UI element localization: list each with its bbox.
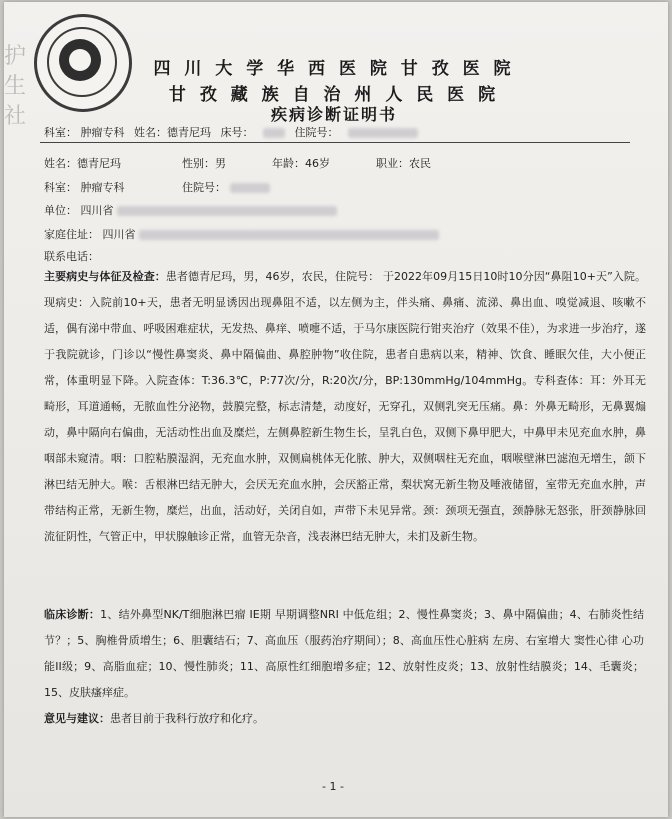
page-number: - 1 - — [322, 780, 344, 793]
patient-job: 职业：农民 — [376, 157, 431, 170]
redaction — [139, 230, 439, 240]
top-admission: 住院号： — [294, 126, 339, 139]
diagnosis-label: 临床诊断： — [44, 608, 101, 621]
patient-phone: 联系电话： — [44, 250, 99, 263]
patient-unit-label: 单位： 四川省 — [44, 204, 114, 217]
top-info-line — [44, 124, 424, 140]
hospital-name-2: 甘 孜 藏 族 自 治 州 人 民 医 院 — [168, 85, 500, 105]
hospital-name-1: 四 川 大 学 华 西 医 院 甘 孜 医 院 — [153, 59, 515, 79]
redaction — [117, 206, 337, 216]
diagnosis-text: 1、结外鼻型NK/T细胞淋巴瘤 IE期 早期调整NRI 中低危组；2、慢性鼻窦炎；3、鼻中隔偏曲；4、右肺炎性结节？；5、胸椎骨质增生；6、胆囊结石；7、高血压（服药治疗期间）；8、高血压性心脏病 左房、右室增大 窦性心律 心功能II级；9、高脂血症；10、慢性肺炎；11、高原性红细胞增多症；12、放射性皮炎；13、放射性结膜炎；14、毛囊炎；15、皮肤瘙痒症。 — [44, 608, 644, 699]
hospital-logo — [34, 14, 132, 112]
redaction — [263, 128, 285, 138]
patient-dept: 科室： 肿瘤专科 — [44, 181, 125, 194]
top-name: 姓名：德青尼玛 — [134, 126, 211, 139]
history-section — [44, 264, 646, 550]
document-title: 疾病诊断证明书 — [270, 105, 397, 124]
watermark-text: 护 生 社 — [4, 44, 27, 129]
diagnosis-section — [44, 602, 644, 706]
patient-unit — [44, 202, 337, 218]
opinion-text: 患者目前于我科行放疗和化疗。 — [110, 712, 264, 725]
top-dept: 科室： 肿瘤专科 — [44, 126, 125, 139]
logo-emblem — [59, 39, 101, 81]
history-label: 主要病史与体征及检查： — [44, 270, 166, 283]
patient-name: 姓名：德青尼玛 — [44, 157, 121, 170]
divider — [40, 142, 630, 143]
top-bed: 床号： — [220, 126, 254, 139]
redaction — [348, 128, 418, 138]
opinion-label: 意见与建议： — [44, 712, 110, 725]
patient-address — [44, 226, 439, 242]
patient-admission-label: 住院号： — [182, 181, 226, 194]
patient-address-label: 家庭住址： 四川省 — [44, 228, 136, 241]
patient-age: 年龄：46岁 — [272, 157, 330, 170]
patient-admission — [182, 179, 270, 195]
history-text: 患者德青尼玛，男，46岁，农民，住院号： 于2022年09月15日10时10分因“鼻阻10+天”入院。现病史：入院前10+天，患者无明显诱因出现鼻阻不适，以左侧为主，伴头痛、鼻痛、流涕、鼻出血、嗅觉减退、咳嗽不适，偶有涕中带血、呼吸困难症状，无发热、鼻痒、喷嚏不适，于马尔康医院行钳夹治疗（效果不佳），为求进一步治疗，遂于我院就诊，门诊以“慢性鼻窦炎、鼻中隔偏曲、鼻腔肿物”收住院，患者自患病以来，精神、饮食、睡眠欠佳，大小便正常，体重明显下降。入院查体：T:36.3℃，P:77次/分，R:20次/分，BP:130mmHg/104mmHg。专科查体：耳：外耳无畸形，耳道通畅，无脓血性分泌物，鼓膜完整，标志清楚，动度好，无穿孔，双侧乳突无压痛。鼻：外鼻无畸形，无鼻翼煽动，鼻中隔向右偏曲，无活动性出血及糜烂，左侧鼻腔新生物生长，呈乳白色，双侧下鼻甲肥大，中鼻甲未见充血水肿，鼻咽部未窥清。咽：口腔粘膜湿润，无充血水肿，双侧扁桃体无化脓、肿大，双侧咽柱无充血，咽喉壁淋巴滤泡无增生，颌下淋巴结无肿大。喉：舌根淋巴结无肿大，会厌无充血水肿，会厌豁正常，梨状窝无新生物及唾液储留，室带无充血水肿，声带结构正常，无新生物，糜烂，出血，活动好，关闭自如，声带下未见异常。颈：颈项无强直，颈静脉无怒张，肝颈静脉回流征阴性，气管正中，甲状腺触诊正常，血管无杂音，浅表淋巴结无肿大，未扪及新生物。 — [44, 270, 646, 543]
document-page — [4, 2, 668, 817]
patient-sex: 性别：男 — [182, 157, 226, 170]
redaction — [230, 183, 270, 193]
opinion-section — [44, 710, 264, 726]
